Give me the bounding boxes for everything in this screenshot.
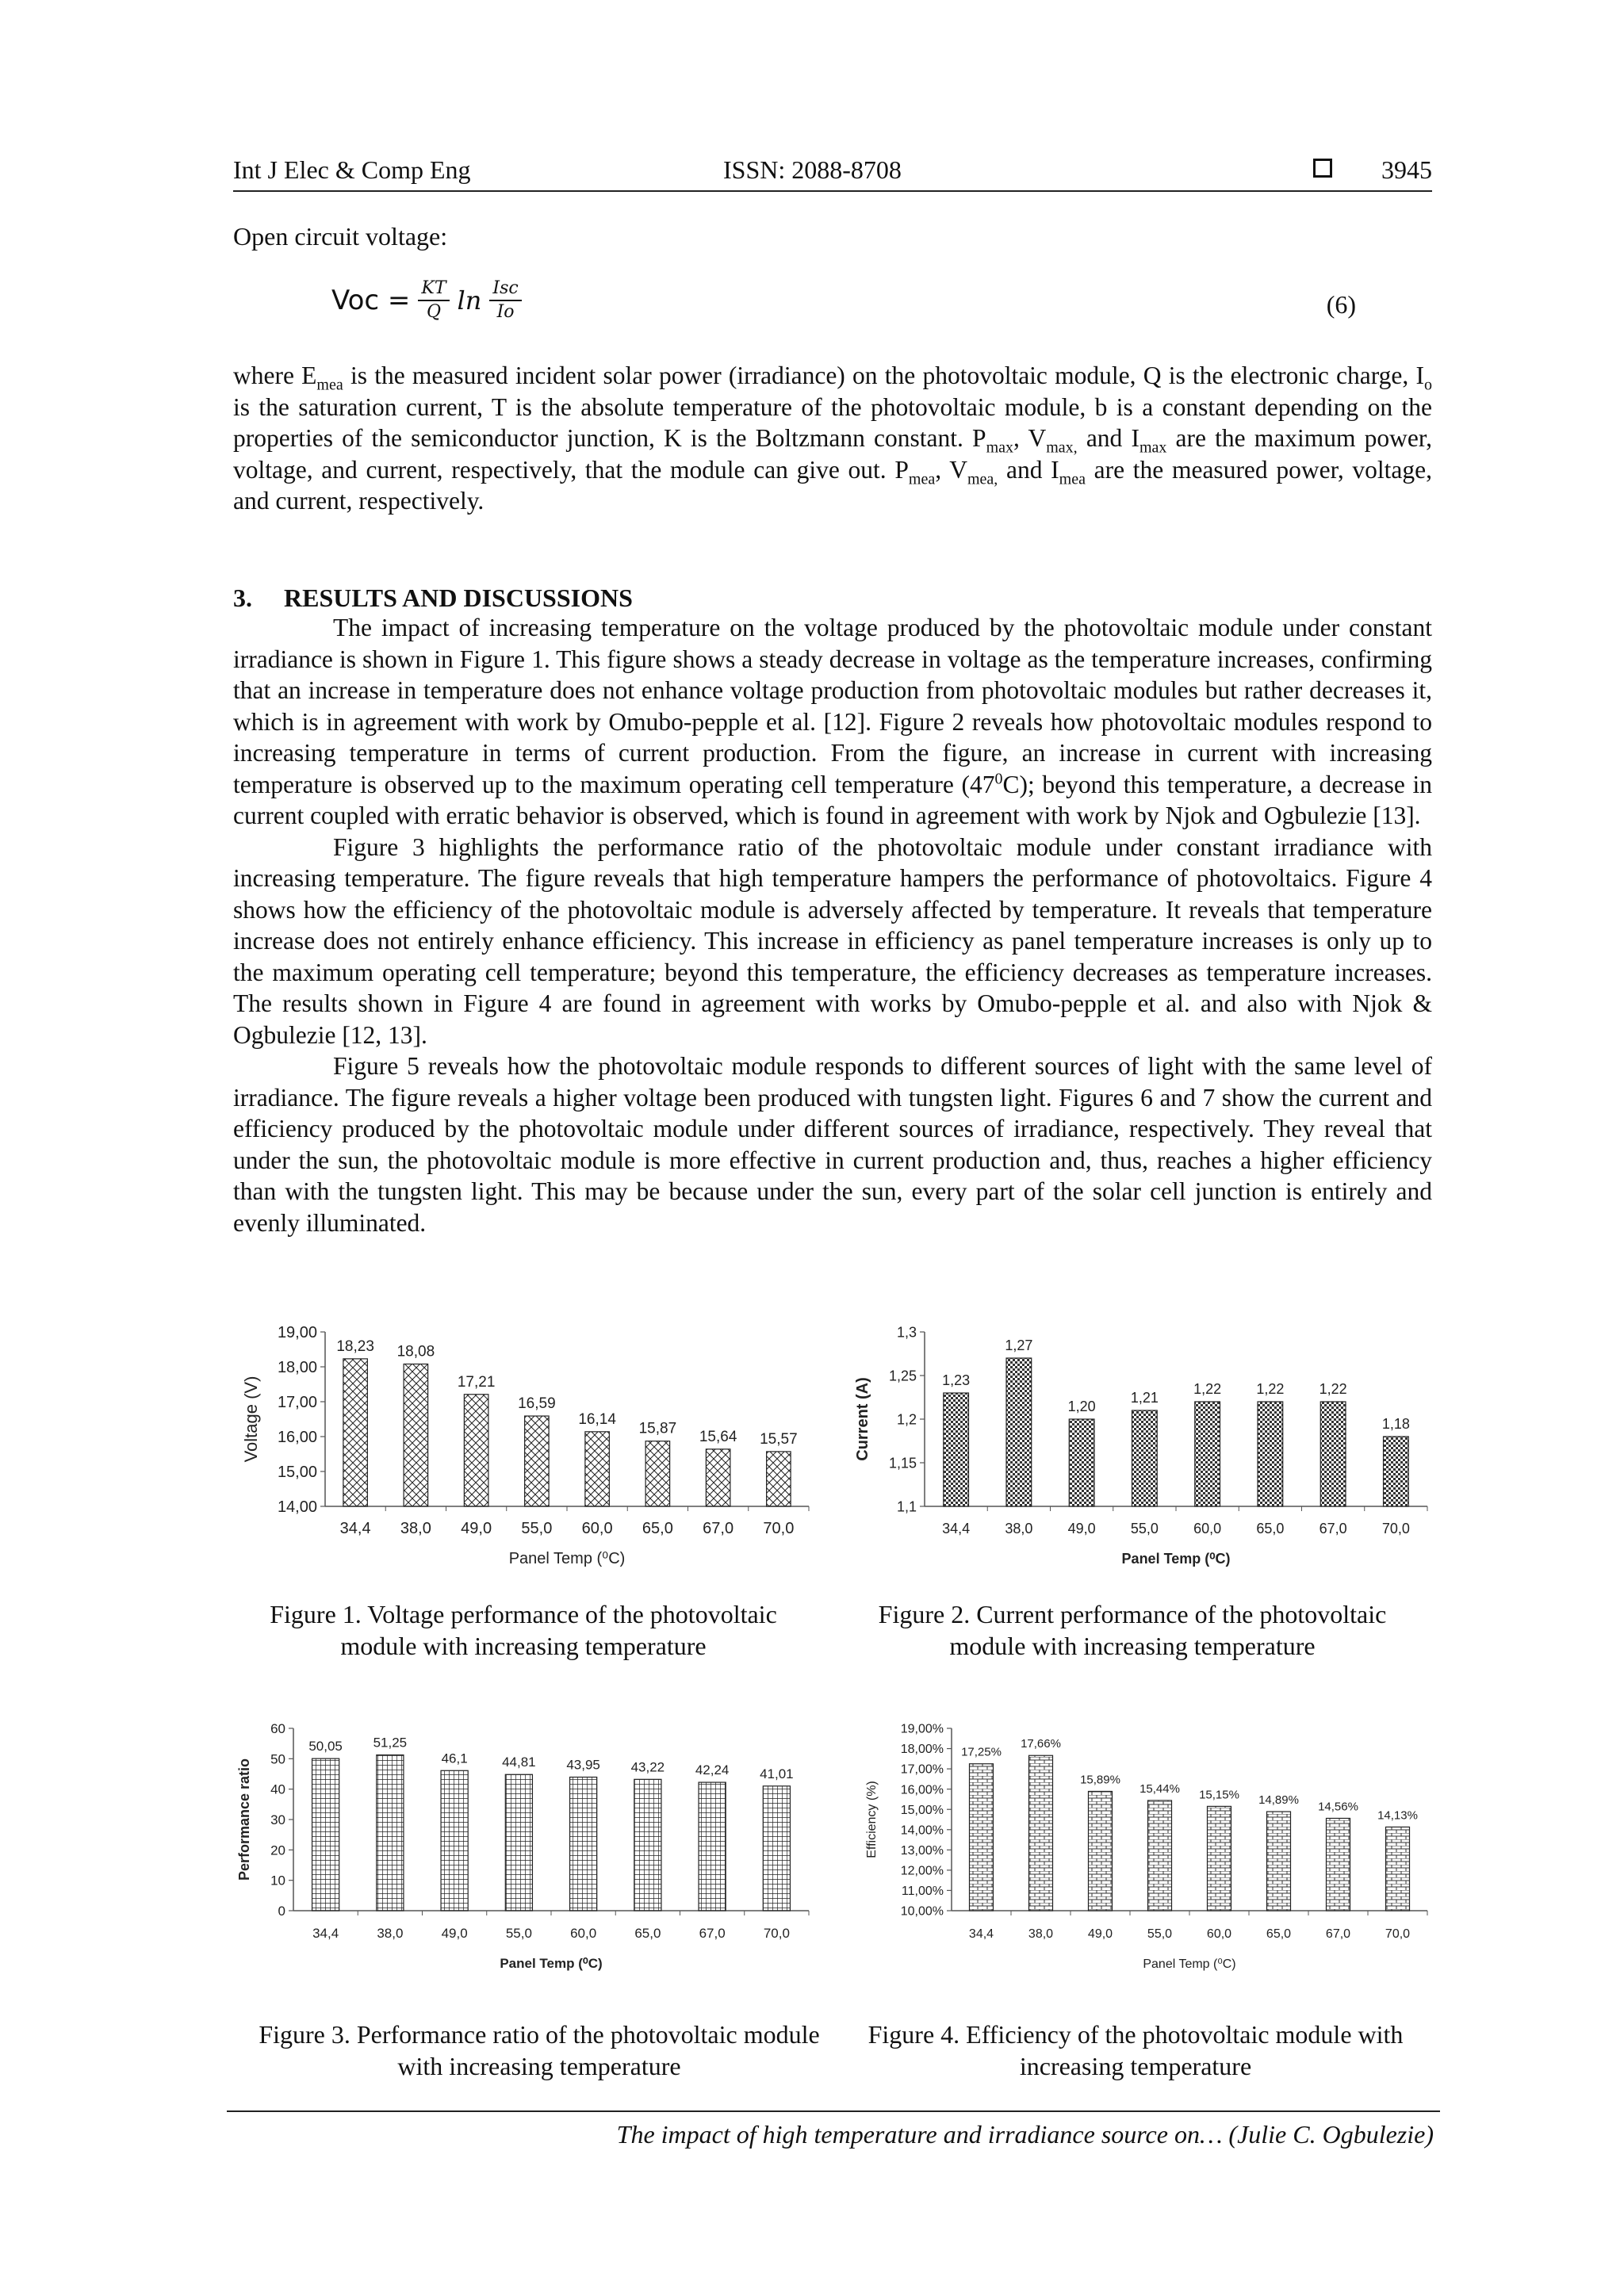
efficiency-bar-chart [856,1712,1451,1982]
x-tick-label: 34,4 [942,1521,971,1536]
x-tick-label: 65,0 [642,1520,673,1537]
x-tick-label: 49,0 [441,1926,468,1941]
bar [1208,1806,1231,1911]
x-tick-label: 55,0 [521,1520,553,1537]
bar [763,1786,790,1911]
bar [441,1770,468,1911]
y-tick-label: 15,00 [277,1464,317,1481]
data-label: 44,81 [502,1755,536,1770]
running-footer: The impact of high temperature and irradiance source on… (Julie C. Ogbulezie) [616,2120,1434,2149]
y-tick-label: 10,00% [900,1904,944,1919]
bar [706,1449,730,1506]
figure-1-caption: Figure 1. Voltage performance of the photovoltaic module with increasing temperature [270,1600,777,1660]
y-tick-label: 1,3 [896,1324,917,1341]
data-label: 51,25 [373,1735,408,1751]
data-label: 1,22 [1319,1381,1347,1397]
y-tick-label: 16,00 [277,1429,317,1446]
y-tick-label: 1,2 [896,1411,917,1428]
bar [1267,1812,1291,1911]
x-tick-label: 49,0 [461,1520,492,1537]
figure-4-caption: Figure 4. Efficiency of the photovoltaic module with increasing temperature [868,2020,1404,2080]
data-label: 16,14 [578,1410,616,1428]
data-label: 1,23 [942,1372,971,1388]
data-label: 41,01 [760,1766,794,1781]
y-tick-label: 13,00% [900,1843,944,1858]
data-label: 17,25% [961,1745,1002,1759]
x-tick-label: 67,0 [703,1520,734,1537]
voltage-bar-chart [238,1316,825,1578]
data-label: 43,22 [630,1759,665,1775]
bar [1386,1827,1410,1911]
x-axis-title: Panel Temp (⁰C) [1143,1957,1236,1971]
paragraph-1: The impact of increasing temperature on the voltage produced by the photovoltaic module under constant irradiance is shown in Figure 1. This figure shows a steady decrease in voltage as the temperature increases, confirming that an increase in temperature does not enhance voltage production from photovoltaic modules but rather decreases it, which is in agreement with work by Omubo-pepple et al. [12]. Figure 2 reveals how photovoltaic modules respond to increasing temperature in terms of current production. From the figure, an increase in current with increasing temperature is observed up to the maximum operating cell temperature $(47^0C)$; beyond this temperature, a decrease in current coupled with erratic behavior is observed, which is found in agreement with work by Njok and Ogbulezie [13]. [233,614,1432,829]
x-axis-title: Panel Temp (⁰C) [500,1956,603,1971]
bar [585,1432,610,1506]
x-tick-label: 49,0 [1087,1927,1113,1941]
issn: ISSN: 2088-8708 [723,155,902,184]
x-tick-label: 34,4 [339,1520,371,1537]
x-tick-label: 70,0 [1381,1521,1410,1536]
bar [970,1764,994,1911]
bar [1132,1410,1158,1506]
fraction-isc-io: $\frac{\text{Isc}}{Io}$ [489,277,521,323]
journal-name: Int J Elec & Comp Eng [233,155,471,184]
x-tick-label: 67,0 [699,1926,726,1941]
figure-3 [230,1712,833,1986]
y-tick-label: 50 [270,1751,285,1767]
y-axis-title: Current (A) [854,1377,871,1461]
bar [1089,1791,1113,1911]
bar [1384,1437,1409,1506]
data-label: 15,57 [760,1430,798,1448]
y-axis-title: Voltage (V) [241,1376,261,1463]
bar [699,1782,726,1911]
x-tick-label: 67,0 [1325,1927,1351,1941]
y-tick-label: 18,00% [900,1743,944,1757]
page-number: 3945 [1381,155,1432,184]
data-label: 42,24 [695,1762,730,1778]
y-tick-label: 17,00 [277,1394,317,1411]
data-label: 18,23 [336,1337,374,1355]
y-tick-label: 20 [270,1843,285,1858]
x-tick-label: 65,0 [1266,1927,1292,1941]
data-label: 16,59 [518,1395,556,1413]
y-tick-label: 18,00 [277,1359,317,1376]
data-label: 15,89% [1080,1773,1120,1787]
x-tick-label: 38,0 [377,1926,404,1941]
where-paragraph: where $E_{mea}$ is the measured incident solar power (irradiance) on the photovoltaic module, Q is the electronic charge, $I_o$ is the saturation current, T is the absolute temperature of the photovoltaic module, b is a constant depending on the properties of the semiconductor junction, K is the Boltzmann constant. $P_{max}$, $V_{max,}$ and $I_{max}$ are the maximum power, voltage, and current, respectively, that the module can give out. $P_{mea}$, $V_{mea,}$ and $I_{mea}$ are the measured power, voltage, and current, respectively. [233,362,1432,515]
y-tick-label: 17,00% [900,1762,944,1777]
bar [944,1393,969,1506]
y-tick-label: 1,1 [896,1498,917,1515]
bar [343,1359,368,1506]
equation-lhs: Voc = [331,284,411,316]
bar [1258,1402,1283,1506]
bar [767,1452,791,1506]
x-tick-label: 70,0 [763,1926,790,1941]
data-label: 1,22 [1193,1381,1222,1397]
x-tick-label: 67,0 [1319,1521,1347,1536]
x-tick-label: 60,0 [581,1520,613,1537]
results-body [233,612,1432,1238]
data-label: 15,15% [1199,1788,1239,1802]
y-tick-label: 19,00% [900,1722,944,1736]
bar [634,1779,661,1911]
y-axis-title: Performance ratio [236,1758,252,1881]
y-tick-label: 40 [270,1781,285,1797]
bar [1148,1800,1172,1911]
figure-2-caption: Figure 2. Current performance of the photovoltaic module with increasing temperature [878,1600,1387,1660]
data-label: 46,1 [441,1751,468,1766]
y-tick-label: 30 [270,1812,285,1827]
figure-3-caption: Figure 3. Performance ratio of the photovoltaic module with increasing temperature [259,2020,820,2080]
y-tick-label: 14,00% [900,1823,944,1838]
data-label: 17,66% [1021,1737,1061,1751]
bar [525,1416,550,1506]
data-label: 15,64 [699,1428,737,1445]
x-tick-label: 60,0 [570,1926,597,1941]
bar [1320,1402,1346,1506]
x-tick-label: 55,0 [1130,1521,1159,1536]
figure-2 [848,1316,1451,1582]
y-tick-label: 60 [270,1720,285,1736]
data-label: 14,56% [1318,1800,1358,1814]
data-label: 1,22 [1256,1381,1285,1397]
subsection-label: Open circuit voltage: [233,222,448,251]
x-tick-label: 55,0 [1147,1927,1173,1941]
bar [1069,1419,1094,1506]
ln-operator: ln [457,285,482,316]
data-label: 1,27 [1005,1337,1033,1353]
bar [570,1777,597,1911]
performance-ratio-bar-chart [230,1712,833,1982]
x-axis-title: Panel Temp (⁰C) [508,1550,626,1567]
x-tick-label: 70,0 [763,1520,795,1537]
paragraph-2: Figure 3 highlights the performance ratio of the photovoltaic module under constant irradiance with increasing temperature. The figure reveals that high temperature hampers the performance of photovoltaics. Figure 4 shows how the efficiency of the photovoltaic module is adversely affected by temperature. It reveals that temperature increase does not entirely enhance efficiency. This increase in efficiency as panel temperature increases is only up to the maximum operating cell temperature; beyond this temperature, the efficiency decreases as temperature increases. The results shown in Figure 4 are found in agreement with works by Omubo-pepple et al. and also with Njok & Ogbulezie [12, 13]. [233,832,1432,1049]
equation-number: (6) [1326,290,1356,319]
y-tick-label: 10 [270,1873,285,1888]
square-bullet-icon [1313,159,1332,178]
data-label: 1,20 [1067,1399,1096,1414]
bar [505,1774,532,1911]
data-label: 14,13% [1377,1808,1418,1823]
data-label: 1,21 [1130,1390,1159,1406]
y-tick-label: 1,25 [888,1368,917,1384]
x-axis-title: Panel Temp (⁰C) [1121,1551,1231,1567]
section-heading: 3. RESULTS AND DISCUSSIONS [233,584,633,612]
data-label: 18,08 [396,1343,435,1360]
figure-4 [856,1712,1451,1986]
data-label: 15,87 [638,1420,677,1437]
bar [464,1395,488,1506]
y-tick-label: 14,00 [277,1498,317,1516]
x-tick-label: 34,4 [968,1927,994,1941]
x-tick-label: 38,0 [400,1520,431,1537]
data-label: 43,95 [566,1757,600,1773]
paragraph-3: Figure 5 reveals how the photovoltaic module responds to different sources of light with the same level of irradiance. The figure reveals a higher voltage been produced with tungsten light. Figures 6 and 7 show the current and efficiency produced by the photovoltaic module under different sources of irradiance, respectively. They reveal that under the sun, the photovoltaic module is more effective in current production and, thus, reaches a higher efficiency than with the tungsten light. This may be because under the sun, every part of the solar cell junction is entirely and evenly illuminated. [233,1052,1432,1237]
y-axis-title: Efficiency (%) [865,1781,879,1858]
y-tick-label: 12,00% [900,1864,944,1878]
x-tick-label: 65,0 [634,1926,661,1941]
bar [1006,1358,1032,1506]
y-tick-label: 0 [278,1903,285,1919]
equation-6 [331,277,522,323]
running-header [233,155,1432,192]
x-tick-label: 65,0 [1256,1521,1285,1536]
x-tick-label: 70,0 [1385,1927,1411,1941]
x-tick-label: 60,0 [1193,1521,1222,1536]
bar [1327,1818,1350,1911]
data-label: 15,44% [1139,1781,1180,1796]
data-label: 50,05 [308,1739,343,1755]
bar [1195,1402,1220,1506]
x-tick-label: 38,0 [1028,1927,1054,1941]
bar [645,1441,670,1506]
data-label: 1,18 [1381,1416,1410,1432]
data-label: 17,21 [457,1373,496,1391]
bar [312,1758,339,1911]
x-tick-label: 49,0 [1067,1521,1096,1536]
x-tick-label: 34,4 [312,1926,339,1941]
figure-1 [238,1316,825,1582]
y-tick-label: 19,00 [277,1324,317,1341]
data-label: 14,89% [1258,1793,1299,1808]
bar [377,1755,404,1911]
footer-rule [227,2110,1440,2112]
x-tick-label: 55,0 [505,1926,532,1941]
x-tick-label: 38,0 [1005,1521,1033,1536]
x-tick-label: 60,0 [1206,1927,1232,1941]
y-tick-label: 1,15 [888,1455,917,1471]
y-tick-label: 16,00% [900,1783,944,1797]
bar [404,1364,428,1506]
y-tick-label: 15,00% [900,1803,944,1817]
bar [1029,1755,1053,1911]
fraction-kt-q: $\frac{KT}{Q}$ [418,277,449,323]
y-tick-label: 11,00% [901,1885,944,1899]
current-bar-chart [848,1316,1451,1578]
